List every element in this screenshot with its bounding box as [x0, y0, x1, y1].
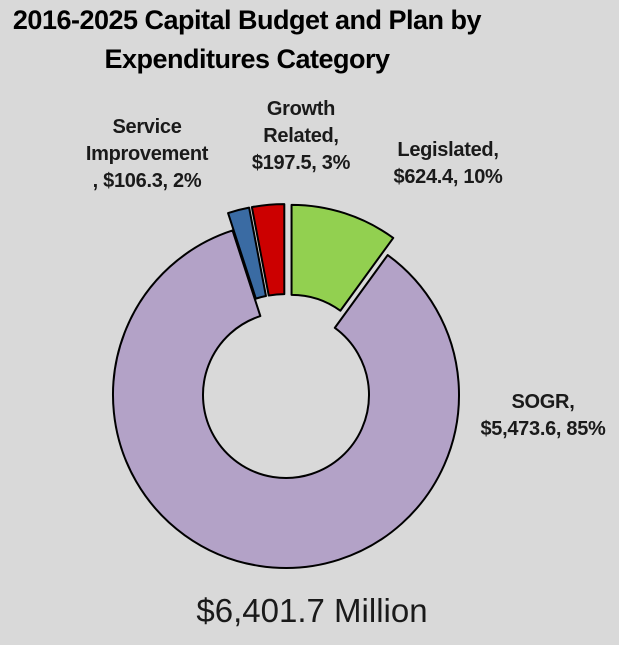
- label-legislated-line-1: Legislated,: [397, 139, 499, 161]
- label-service-improvement-line-1: Service: [112, 116, 182, 138]
- label-growth-related-line-1: Growth: [266, 98, 336, 120]
- chart-title-line-1: 2016-2025 Capital Budget and Plan by: [12, 5, 482, 35]
- label-legislated-line-2: $624.4, 10%: [393, 166, 503, 188]
- label-sogr-line-1: SOGR,: [511, 391, 575, 413]
- label-sogr-line-2: $5,473.6, 85%: [480, 418, 606, 440]
- label-service-improvement-line-3: , $106.3, 2%: [92, 170, 202, 192]
- label-sogr: [480, 389, 605, 443]
- label-growth-related-line-3: $197.5, 3%: [251, 152, 351, 174]
- chart-title-line-2: Expenditures Category: [104, 44, 390, 74]
- slice-sogr: [113, 230, 459, 568]
- label-growth-related: [252, 96, 350, 177]
- label-growth-related-line-2: Related,: [263, 125, 339, 147]
- label-service-improvement-line-2: Improvement: [85, 143, 209, 165]
- label-legislated: [393, 137, 502, 191]
- label-service-improvement: [86, 114, 208, 195]
- total-label: $6,401.7 Million: [196, 592, 428, 629]
